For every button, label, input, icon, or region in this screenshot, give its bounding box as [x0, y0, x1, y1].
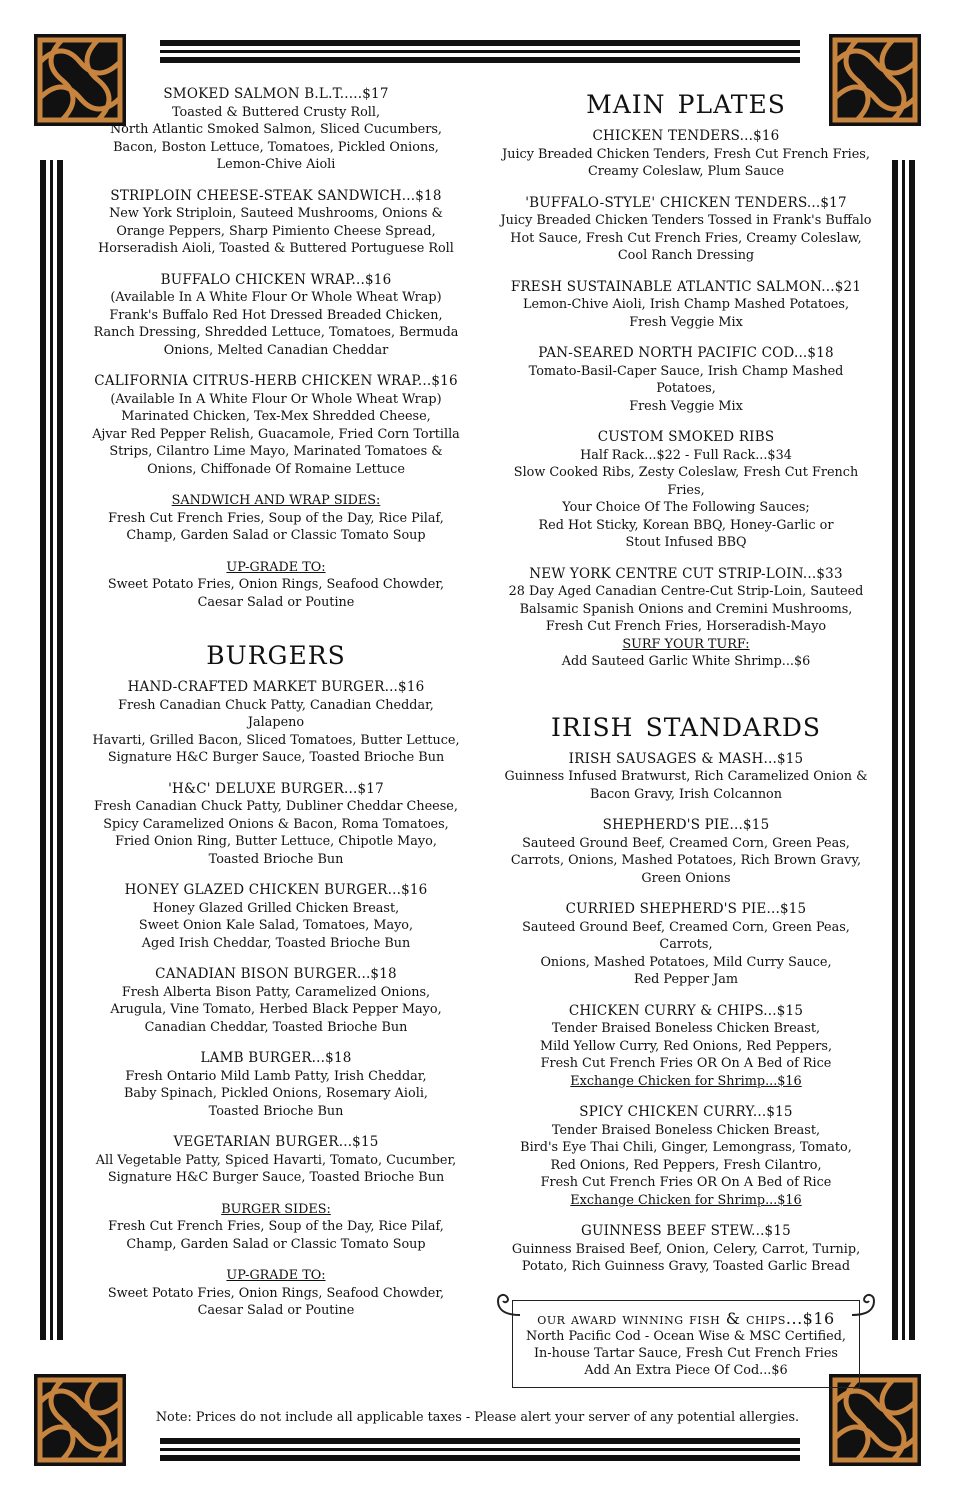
bottom-rule-2	[160, 1448, 800, 1451]
left-rule-1	[40, 160, 46, 1340]
fish-and-chips-box	[512, 1300, 860, 1388]
burgers-heading: burgers	[206, 633, 346, 673]
upgrade-title: UP-GRADE TO:	[226, 559, 326, 575]
item-title: IRISH SAUSAGES & MASH...$15	[568, 750, 804, 767]
item-title: CHICKEN TENDERS...$16	[592, 128, 780, 144]
menu-item	[500, 566, 872, 671]
menu-item	[92, 1134, 460, 1187]
item-title: FRESH SUSTAINABLE ATLANTIC SALMON...$21	[510, 278, 862, 295]
left-column	[92, 86, 460, 1334]
right-rule-3	[909, 160, 915, 1340]
item-title: SPICY CHICKEN CURRY...$15	[579, 1104, 793, 1120]
menu-item	[500, 1223, 872, 1276]
menu-item	[500, 195, 872, 265]
menu-item	[500, 1003, 872, 1091]
item-desc: Guinness Infused Bratwurst, Rich Caramelized Onion & Bacon Gravy, Irish Colcannon	[504, 769, 868, 802]
item-desc: (Available In A White Flour Or Whole Wheat Wrap) Marinated Chicken, Tex-Mex Shredded Cheese, Ajvar Red Pepper Relish, Guacamole, Fried Corn Tortilla Strips, Cilantro Lime Mayo, Marinated Tomatoes & Onions, Chiffonade Of Romaine Lettuce	[92, 391, 460, 477]
item-desc: Tomato-Basil-Caper Sauce, Irish Champ Mashed Potatoes, Fresh Veggie Mix	[528, 363, 844, 414]
menu-item	[500, 279, 872, 332]
sides-block	[92, 492, 460, 545]
upgrade-title: UP-GRADE TO:	[226, 1268, 326, 1283]
surf-turf-title: SURF YOUR TURF:	[622, 636, 750, 652]
menu-item	[92, 966, 460, 1036]
item-desc: Lemon-Chive Aioli, Irish Champ Mashed Potatoes, Fresh Veggie Mix	[522, 297, 850, 330]
menu-item	[500, 817, 872, 887]
menu-item	[500, 751, 872, 804]
left-rule-2	[50, 160, 53, 1340]
menu-item	[92, 1050, 460, 1120]
item-title: HAND-CRAFTED MARKET BURGER...$16	[127, 679, 425, 695]
item-desc: 28 Day Aged Canadian Centre-Cut Strip-Loin, Sauteed Balsamic Spanish Onions and Cremini Mushrooms, Fresh Cut French Fries, Horseradish-Mayo	[508, 584, 864, 634]
item-title: 'BUFFALO-STYLE' CHICKEN TENDERS...$17	[525, 194, 847, 211]
menu-item	[500, 901, 872, 989]
menu-item	[500, 128, 872, 181]
item-desc: (Available In A White Flour Or Whole Wheat Wrap) Frank's Buffalo Red Hot Dressed Breaded Chicken, Ranch Dressing, Shredded Lettuce, Tomatoes, Bermuda Onions, Melted Canadian Cheddar	[93, 290, 459, 358]
right-rule-2	[902, 160, 905, 1340]
menu-item	[500, 1104, 872, 1209]
surf-turf-desc: Add Sauteed Garlic White Shrimp...$6	[561, 654, 811, 669]
item-desc: Fresh Ontario Mild Lamb Patty, Irish Cheddar, Baby Spinach, Pickled Onions, Rosemary Aioli, Toasted Brioche Bun	[124, 1068, 428, 1119]
upgrade-desc: Sweet Potato Fries, Onion Rings, Seafood Chowder, Caesar Salad or Poutine	[107, 1285, 445, 1318]
menu-item	[92, 882, 460, 952]
item-title: CURRIED SHEPHERD'S PIE...$15	[565, 901, 807, 917]
item-desc: Fresh Canadian Chuck Patty, Dubliner Cheddar Cheese, Spicy Caramelized Onions & Bacon, Roma Tomatoes, Fried Onion Ring, Butter Lettuce, Chipotle Mayo, Toasted Brioche Bun	[94, 799, 458, 867]
right-rule-1	[892, 160, 898, 1340]
upgrade-desc: Sweet Potato Fries, Onion Rings, Seafood Chowder, Caesar Salad or Poutine	[107, 577, 445, 610]
sides-desc: Fresh Cut French Fries, Soup of the Day, Rice Pilaf, Champ, Garden Salad or Classic Tomato Soup	[108, 1219, 444, 1252]
sides-title: BURGER SIDES:	[221, 1201, 331, 1217]
sides-title: SANDWICH AND WRAP SIDES:	[171, 493, 381, 508]
item-desc: Honey Glazed Grilled Chicken Breast, Sweet Onion Kale Salad, Tomatoes, Mayo, Aged Irish Cheddar, Toasted Brioche Bun	[138, 900, 414, 951]
item-title: STRIPLOIN CHEESE-STEAK SANDWICH...$18	[110, 187, 442, 204]
item-title: CHICKEN CURRY & CHIPS...$15	[568, 1002, 804, 1019]
item-desc: Fresh Alberta Bison Patty, Caramelized Onions, Arugula, Vine Tomato, Herbed Black Pepper Mayo, Canadian Cheddar, Toasted Brioche Bun	[110, 984, 442, 1035]
menu-item	[92, 188, 460, 258]
burger-sides-block	[92, 1201, 460, 1254]
menu-item	[92, 272, 460, 360]
fish-desc: North Pacific Cod - Ocean Wise & MSC Certified, In-house Tartar Sauce, Fresh Cut French Fries Add An Extra Piece Of Cod...$6	[526, 1329, 846, 1378]
item-desc: New York Striploin, Sauteed Mushrooms, Onions & Orange Peppers, Sharp Pimiento Cheese Spread, Horseradish Aioli, Toasted & Buttered Portuguese Roll	[98, 206, 454, 256]
item-desc: Sauteed Ground Beef, Creamed Corn, Green Peas, Carrots, Onions, Mashed Potatoes, Mild Curry Sauce, Red Pepper Jam	[522, 919, 850, 987]
item-title: VEGETARIAN BURGER...$15	[173, 1134, 379, 1150]
item-title: LAMB BURGER...$18	[200, 1050, 352, 1066]
item-title: HONEY GLAZED CHICKEN BURGER...$16	[124, 882, 428, 898]
menu-item	[92, 781, 460, 869]
item-desc: Tender Braised Boneless Chicken Breast, Mild Yellow Curry, Red Onions, Red Peppers, Fresh Cut French Fries OR On A Bed of Rice	[539, 1021, 833, 1071]
item-desc: Toasted & Buttered Crusty Roll, North Atlantic Smoked Salmon, Sliced Cucumbers, Bacon, Boston Lettuce, Tomatoes, Pickled Onions, Lemon-Chive Aioli	[109, 104, 442, 172]
item-title: PAN-SEARED NORTH PACIFIC COD...$18	[538, 345, 834, 361]
fish-title: our award winning fish & chips...$16	[537, 1309, 835, 1328]
left-rule-3	[57, 160, 63, 1340]
menu-item	[92, 86, 460, 174]
bottom-rule-3	[160, 1455, 800, 1461]
item-desc: Tender Braised Boneless Chicken Breast, Bird's Eye Thai Chili, Ginger, Lemongrass, Tomato, Red Onions, Red Peppers, Fresh Cilantro, Fresh Cut French Fries OR On A Bed of Rice	[520, 1122, 852, 1190]
item-title: GUINNESS BEEF STEW...$15	[581, 1223, 791, 1239]
right-column	[500, 82, 872, 1290]
item-title: BUFFALO CHICKEN WRAP...$16	[160, 271, 392, 288]
item-title: SHEPHERD'S PIE...$15	[602, 817, 770, 833]
item-desc: Half Rack...$22 - Full Rack...$34 Slow Cooked Ribs, Zesty Coleslaw, Fresh Cut French Fries, Your Choice Of The Following Sauces; Red Hot Sticky, Korean BBQ, Honey-Garlic or Stout Infused BBQ	[513, 447, 859, 550]
bottom-rule-1	[160, 1438, 800, 1444]
menu-item	[500, 345, 872, 415]
item-title: 'H&C' DELUXE BURGER...$17	[168, 780, 384, 797]
sides-desc: Fresh Cut French Fries, Soup of the Day, Rice Pilaf, Champ, Garden Salad or Classic Tomato Soup	[108, 510, 444, 543]
allergy-note: Note: Prices do not include all applicable taxes - Please alert your server of any potential allergies.	[155, 1410, 800, 1425]
item-desc: All Vegetable Patty, Spiced Havarti, Tomato, Cucumber, Signature H&C Burger Sauce, Toasted Brioche Bun	[95, 1152, 457, 1185]
top-rule-1	[160, 40, 800, 46]
exchange-shrimp: Exchange Chicken for Shrimp...$16	[570, 1192, 802, 1208]
item-desc: Guinness Braised Beef, Onion, Celery, Carrot, Turnip, Potato, Rich Guinness Gravy, Toasted Garlic Bread	[511, 1241, 861, 1274]
item-desc: Juicy Breaded Chicken Tenders, Fresh Cut French Fries, Creamy Coleslaw, Plum Sauce	[502, 146, 870, 179]
item-desc: Sauteed Ground Beef, Creamed Corn, Green Peas, Carrots, Onions, Mashed Potatoes, Rich Brown Gravy, Green Onions	[510, 835, 862, 886]
menu-item	[92, 373, 460, 478]
item-title: NEW YORK CENTRE CUT STRIP-LOIN...$33	[529, 565, 843, 582]
menu-item	[92, 679, 460, 767]
menu-item	[500, 429, 872, 552]
burger-upgrade-block	[92, 1267, 460, 1320]
item-title: SMOKED SALMON B.L.T.....$17	[163, 86, 389, 102]
top-rule-2	[160, 50, 800, 53]
exchange-shrimp: Exchange Chicken for Shrimp...$16	[570, 1073, 802, 1089]
item-desc: Fresh Canadian Chuck Patty, Canadian Cheddar, Jalapeno Havarti, Grilled Bacon, Sliced Tomatoes, Butter Lettuce, Signature H&C Burger Sauce, Toasted Brioche Bun	[92, 697, 460, 765]
item-title: CUSTOM SMOKED RIBS	[597, 429, 775, 445]
top-rule-3	[160, 57, 800, 63]
item-title: CANADIAN BISON BURGER...$18	[155, 966, 397, 982]
item-title: CALIFORNIA CITRUS-HERB CHICKEN WRAP...$16	[94, 373, 458, 389]
item-desc: Juicy Breaded Chicken Tenders Tossed in Frank's Buffalo Hot Sauce, Fresh Cut French Fries, Creamy Coleslaw, Cool Ranch Dressing	[500, 213, 872, 263]
upgrade-block	[92, 559, 460, 612]
irish-standards-heading: irish standards	[550, 704, 822, 745]
main-plates-heading: main plates	[586, 82, 786, 122]
